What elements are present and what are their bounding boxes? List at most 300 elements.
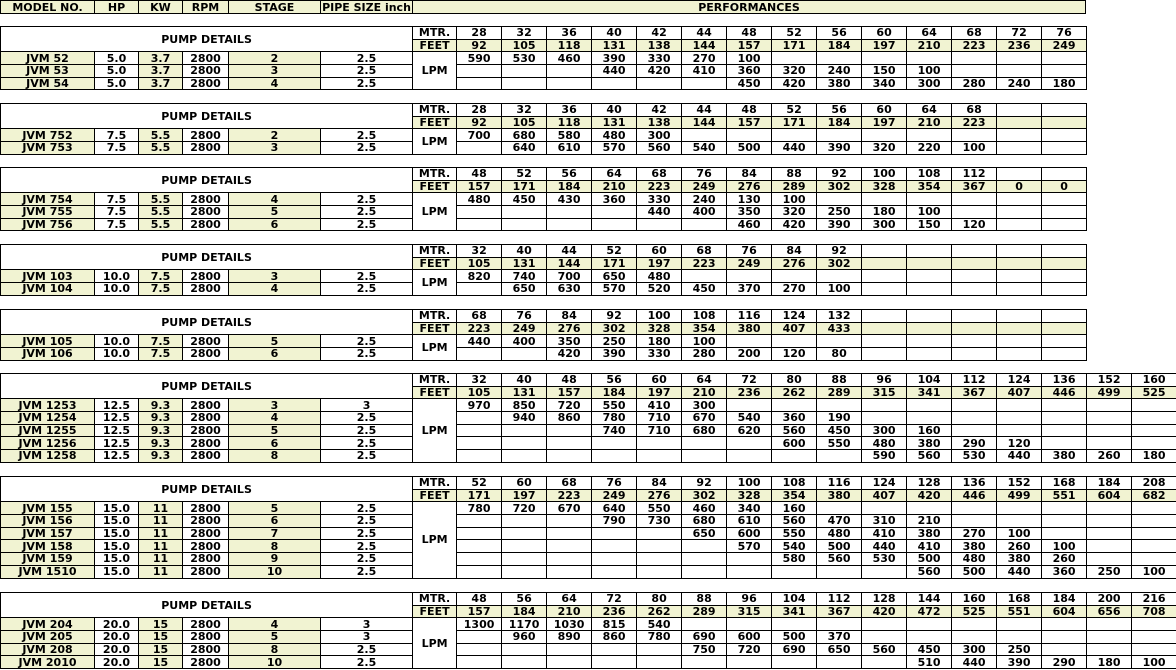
lpm-value: 250 — [997, 643, 1042, 656]
lpm-value — [952, 270, 997, 283]
mtr-value: 136 — [1042, 374, 1087, 387]
mtr-value: 28 — [457, 104, 502, 117]
feet-value — [907, 257, 952, 270]
stage-cell: 3 — [229, 142, 321, 155]
lpm-value — [817, 450, 862, 463]
table-row — [1, 65, 1087, 78]
header-rpm: RPM — [183, 1, 229, 14]
mtr-value: 60 — [502, 477, 547, 490]
table-row — [1, 643, 1176, 656]
lpm-value — [457, 450, 502, 463]
mtr-value: 44 — [547, 245, 592, 258]
lpm-value — [1132, 618, 1176, 631]
lpm-value: 570 — [592, 142, 637, 155]
lpm-value: 470 — [817, 515, 862, 528]
hp-cell: 15.0 — [95, 540, 139, 553]
kw-cell: 9.3 — [139, 437, 183, 450]
lpm-value: 960 — [502, 631, 547, 644]
lpm-value — [1042, 631, 1087, 644]
lpm-value — [637, 656, 682, 669]
kw-cell: 15 — [139, 656, 183, 669]
table-row — [1, 399, 1176, 412]
lpm-value: 380 — [952, 540, 997, 553]
lpm-value: 120 — [772, 348, 817, 361]
lpm-value: 815 — [592, 618, 637, 631]
mtr-value: 56 — [817, 104, 862, 117]
lpm-value — [1042, 52, 1087, 65]
lpm-value — [997, 142, 1042, 155]
lpm-label: LPM — [413, 618, 457, 669]
lpm-value — [502, 553, 547, 566]
feet-value: 223 — [952, 116, 997, 129]
feet-value: 105 — [502, 116, 547, 129]
mtr-value: 44 — [682, 27, 727, 40]
rpm-cell: 2800 — [183, 77, 229, 90]
lpm-value: 270 — [682, 52, 727, 65]
lpm-value — [1042, 218, 1087, 231]
lpm-value: 440 — [862, 540, 907, 553]
mtr-label: MTR. — [413, 593, 457, 606]
feet-value — [862, 322, 907, 335]
stage-cell: 6 — [229, 437, 321, 450]
lpm-value: 690 — [682, 631, 727, 644]
lpm-value — [907, 348, 952, 361]
lpm-label: LPM — [413, 399, 457, 462]
rpm-cell: 2800 — [183, 540, 229, 553]
feet-value: 184 — [817, 39, 862, 52]
lpm-label: LPM — [413, 52, 457, 90]
rpm-cell: 2800 — [183, 283, 229, 296]
lpm-value: 680 — [682, 515, 727, 528]
hp-cell: 12.5 — [95, 437, 139, 450]
feet-label: FEET — [413, 116, 457, 129]
lpm-value — [592, 437, 637, 450]
model-cell: JVM 204 — [1, 618, 95, 631]
feet-value: 223 — [682, 257, 727, 270]
lpm-value: 80 — [817, 348, 862, 361]
lpm-value: 570 — [592, 283, 637, 296]
lpm-value: 650 — [502, 283, 547, 296]
mtr-value: 84 — [727, 168, 772, 181]
lpm-value: 360 — [1042, 565, 1087, 578]
feet-value: 367 — [952, 180, 997, 193]
stage-cell: 5 — [229, 631, 321, 644]
feet-value: 144 — [682, 39, 727, 52]
table-row — [1, 77, 1087, 90]
hp-cell: 5.0 — [95, 52, 139, 65]
lpm-value: 740 — [502, 270, 547, 283]
stage-cell: 2 — [229, 129, 321, 142]
mtr-value: 68 — [682, 245, 727, 258]
mtr-value: 32 — [502, 27, 547, 40]
mtr-value: 144 — [907, 593, 952, 606]
lpm-value — [1132, 424, 1176, 437]
lpm-value — [997, 631, 1042, 644]
kw-cell: 11 — [139, 527, 183, 540]
lpm-label: LPM — [413, 335, 457, 360]
stage-cell: 8 — [229, 540, 321, 553]
lpm-value — [547, 643, 592, 656]
feet-value: 302 — [682, 489, 727, 502]
stage-cell: 5 — [229, 206, 321, 219]
lpm-value: 450 — [727, 77, 772, 90]
lpm-value — [502, 565, 547, 578]
lpm-value: 550 — [772, 527, 817, 540]
lpm-value: 240 — [997, 77, 1042, 90]
lpm-value: 350 — [727, 206, 772, 219]
lpm-value — [727, 618, 772, 631]
kw-cell: 9.3 — [139, 412, 183, 425]
mtr-value: 112 — [952, 168, 997, 181]
lpm-value: 610 — [727, 515, 772, 528]
lpm-value: 650 — [682, 527, 727, 540]
lpm-value: 780 — [637, 631, 682, 644]
lpm-value — [457, 77, 502, 90]
pipe-cell: 2.5 — [321, 77, 413, 90]
feet-value: 407 — [997, 386, 1042, 399]
lpm-value: 560 — [907, 565, 952, 578]
model-cell: JVM 106 — [1, 348, 95, 361]
mtr-value: 84 — [547, 310, 592, 323]
lpm-value — [502, 65, 547, 78]
feet-value: 184 — [592, 386, 637, 399]
mtr-value — [1042, 245, 1087, 258]
lpm-value: 290 — [1042, 656, 1087, 669]
model-cell: JVM 53 — [1, 65, 95, 78]
lpm-value — [1132, 643, 1176, 656]
kw-cell: 7.5 — [139, 335, 183, 348]
lpm-value — [502, 540, 547, 553]
lpm-value — [502, 437, 547, 450]
lpm-value — [952, 424, 997, 437]
mtr-value: 200 — [1087, 593, 1132, 606]
lpm-value: 410 — [907, 540, 952, 553]
lpm-value — [1042, 424, 1087, 437]
lpm-value — [637, 450, 682, 463]
lpm-value — [862, 129, 907, 142]
kw-cell: 11 — [139, 540, 183, 553]
lpm-value — [952, 515, 997, 528]
lpm-value — [547, 565, 592, 578]
lpm-value: 390 — [997, 656, 1042, 669]
feet-value: 656 — [1087, 605, 1132, 618]
lpm-value: 180 — [1087, 656, 1132, 669]
feet-value: 171 — [772, 116, 817, 129]
feet-value: 223 — [457, 322, 502, 335]
feet-value: 171 — [592, 257, 637, 270]
stage-cell: 9 — [229, 553, 321, 566]
mtr-value: 64 — [907, 27, 952, 40]
lpm-value: 330 — [637, 348, 682, 361]
lpm-value: 1170 — [502, 618, 547, 631]
lpm-value — [817, 52, 862, 65]
mtr-value: 76 — [682, 168, 727, 181]
feet-value — [997, 257, 1042, 270]
mtr-value: 116 — [817, 477, 862, 490]
lpm-value — [772, 52, 817, 65]
feet-value: 472 — [907, 605, 952, 618]
feet-value: 144 — [547, 257, 592, 270]
table-row — [1, 424, 1176, 437]
mtr-value: 56 — [502, 593, 547, 606]
lpm-value — [592, 540, 637, 553]
lpm-value — [682, 618, 727, 631]
lpm-value — [1042, 348, 1087, 361]
stage-cell: 6 — [229, 218, 321, 231]
lpm-value: 150 — [862, 65, 907, 78]
mtr-value: 60 — [862, 104, 907, 117]
kw-cell: 3.7 — [139, 52, 183, 65]
mtr-value: 56 — [547, 168, 592, 181]
lpm-value: 860 — [592, 631, 637, 644]
lpm-value: 300 — [952, 643, 997, 656]
lpm-value: 350 — [547, 335, 592, 348]
model-cell: JVM 2010 — [1, 656, 95, 669]
lpm-value: 100 — [772, 193, 817, 206]
kw-cell: 9.3 — [139, 424, 183, 437]
lpm-value — [682, 218, 727, 231]
pipe-cell: 2.5 — [321, 643, 413, 656]
mtr-value: 48 — [547, 374, 592, 387]
header-stage: STAGE — [229, 1, 321, 14]
lpm-value — [592, 553, 637, 566]
kw-cell: 9.3 — [139, 450, 183, 463]
lpm-value — [727, 437, 772, 450]
lpm-value — [817, 335, 862, 348]
model-cell: JVM 754 — [1, 193, 95, 206]
lpm-value: 500 — [952, 565, 997, 578]
mtr-value: 136 — [952, 477, 997, 490]
lpm-value — [772, 129, 817, 142]
pump-group-table — [0, 26, 1087, 90]
feet-value: 249 — [592, 489, 637, 502]
lpm-value: 300 — [862, 218, 907, 231]
lpm-value: 460 — [682, 502, 727, 515]
lpm-value — [637, 553, 682, 566]
lpm-value: 680 — [502, 129, 547, 142]
lpm-value: 620 — [727, 424, 772, 437]
mtr-value: 72 — [592, 593, 637, 606]
kw-cell: 3.7 — [139, 77, 183, 90]
lpm-value: 100 — [1132, 565, 1176, 578]
lpm-value — [592, 206, 637, 219]
feet-value: 446 — [1042, 386, 1087, 399]
pipe-cell: 2.5 — [321, 553, 413, 566]
pump-group-table — [0, 167, 1087, 231]
lpm-value — [907, 412, 952, 425]
lpm-value — [817, 565, 862, 578]
lpm-value — [952, 129, 997, 142]
lpm-value: 440 — [997, 565, 1042, 578]
feet-value: 184 — [817, 116, 862, 129]
table-row — [1, 527, 1176, 540]
lpm-value — [457, 65, 502, 78]
mtr-value: 32 — [457, 374, 502, 387]
rpm-cell: 2800 — [183, 515, 229, 528]
lpm-value — [682, 565, 727, 578]
lpm-value: 750 — [682, 643, 727, 656]
mtr-value: 108 — [682, 310, 727, 323]
mtr-value: 96 — [862, 374, 907, 387]
mtr-value: 100 — [862, 168, 907, 181]
mtr-value: 76 — [1042, 27, 1087, 40]
lpm-value: 300 — [682, 399, 727, 412]
mtr-label: MTR. — [413, 477, 457, 490]
feet-value: 499 — [997, 489, 1042, 502]
feet-value: 131 — [592, 39, 637, 52]
lpm-value — [997, 270, 1042, 283]
stage-cell: 5 — [229, 335, 321, 348]
feet-value: 197 — [502, 489, 547, 502]
lpm-value — [682, 450, 727, 463]
rpm-cell: 2800 — [183, 399, 229, 412]
lpm-value — [547, 527, 592, 540]
lpm-value: 570 — [727, 540, 772, 553]
lpm-value: 480 — [637, 270, 682, 283]
model-cell: JVM 156 — [1, 515, 95, 528]
pipe-cell: 2.5 — [321, 335, 413, 348]
lpm-value — [457, 412, 502, 425]
lpm-value — [502, 424, 547, 437]
lpm-value: 780 — [457, 502, 502, 515]
stage-cell: 5 — [229, 502, 321, 515]
lpm-value: 460 — [547, 52, 592, 65]
table-row — [1, 412, 1176, 425]
kw-cell: 15 — [139, 631, 183, 644]
feet-value — [952, 322, 997, 335]
feet-value: 604 — [1042, 605, 1087, 618]
lpm-value — [1042, 129, 1087, 142]
model-cell: JVM 755 — [1, 206, 95, 219]
feet-value: 341 — [907, 386, 952, 399]
lpm-value — [457, 283, 502, 296]
feet-label: FEET — [413, 322, 457, 335]
lpm-value — [502, 515, 547, 528]
lpm-value — [817, 399, 862, 412]
lpm-value — [907, 129, 952, 142]
lpm-value: 100 — [907, 65, 952, 78]
lpm-value: 160 — [907, 424, 952, 437]
lpm-value — [637, 77, 682, 90]
mtr-value: 28 — [457, 27, 502, 40]
lpm-value — [727, 565, 772, 578]
lpm-value — [997, 515, 1042, 528]
lpm-value: 320 — [772, 206, 817, 219]
lpm-value — [547, 77, 592, 90]
lpm-value: 330 — [637, 52, 682, 65]
mtr-value: 84 — [772, 245, 817, 258]
rpm-cell: 2800 — [183, 348, 229, 361]
feet-value: 131 — [592, 116, 637, 129]
lpm-value — [592, 656, 637, 669]
lpm-value — [457, 515, 502, 528]
feet-value: 131 — [502, 257, 547, 270]
feet-value: 249 — [727, 257, 772, 270]
mtr-value: 92 — [592, 310, 637, 323]
lpm-value: 380 — [1042, 450, 1087, 463]
pipe-cell: 2.5 — [321, 527, 413, 540]
lpm-value: 550 — [592, 399, 637, 412]
lpm-value — [862, 335, 907, 348]
lpm-value: 550 — [817, 437, 862, 450]
table-row — [1, 502, 1176, 515]
lpm-value — [862, 618, 907, 631]
mtr-value: 88 — [682, 593, 727, 606]
pipe-cell: 2.5 — [321, 437, 413, 450]
lpm-value — [1042, 206, 1087, 219]
stage-cell: 7 — [229, 527, 321, 540]
lpm-value — [682, 553, 727, 566]
model-cell: JVM 155 — [1, 502, 95, 515]
lpm-value: 560 — [862, 643, 907, 656]
model-cell: JVM 52 — [1, 52, 95, 65]
feet-label: FEET — [413, 386, 457, 399]
lpm-value: 270 — [772, 283, 817, 296]
lpm-value — [1132, 502, 1176, 515]
mtr-value: 108 — [772, 477, 817, 490]
lpm-value: 500 — [727, 142, 772, 155]
rpm-cell: 2800 — [183, 193, 229, 206]
feet-value: 138 — [637, 116, 682, 129]
mtr-value: 52 — [592, 245, 637, 258]
lpm-value — [772, 656, 817, 669]
feet-value: 407 — [772, 322, 817, 335]
mtr-value: 208 — [1132, 477, 1176, 490]
feet-label: FEET — [413, 489, 457, 502]
lpm-value — [1087, 437, 1132, 450]
kw-cell: 11 — [139, 515, 183, 528]
kw-cell: 9.3 — [139, 399, 183, 412]
mtr-value: 184 — [1087, 477, 1132, 490]
lpm-value — [1087, 515, 1132, 528]
lpm-value — [862, 283, 907, 296]
mtr-value — [907, 310, 952, 323]
lpm-value — [997, 206, 1042, 219]
lpm-value: 440 — [997, 450, 1042, 463]
mtr-value: 68 — [952, 104, 997, 117]
model-cell: JVM 1510 — [1, 565, 95, 578]
rpm-cell: 2800 — [183, 631, 229, 644]
model-cell: JVM 157 — [1, 527, 95, 540]
mtr-value: 160 — [952, 593, 997, 606]
stage-cell: 4 — [229, 412, 321, 425]
lpm-value — [907, 52, 952, 65]
mtr-value — [952, 245, 997, 258]
table-row — [1, 565, 1176, 578]
lpm-value — [727, 129, 772, 142]
hp-cell: 7.5 — [95, 206, 139, 219]
pump-group-table — [0, 244, 1087, 296]
lpm-value: 420 — [772, 77, 817, 90]
mtr-value — [862, 310, 907, 323]
feet-value: 131 — [502, 386, 547, 399]
lpm-value — [1087, 618, 1132, 631]
rpm-cell: 2800 — [183, 450, 229, 463]
lpm-value — [547, 553, 592, 566]
pump-group-table — [0, 309, 1087, 361]
lpm-value — [862, 348, 907, 361]
lpm-value — [637, 437, 682, 450]
lpm-value: 100 — [1042, 540, 1087, 553]
lpm-value: 530 — [862, 553, 907, 566]
table-row — [1, 129, 1087, 142]
mtr-value: 92 — [682, 477, 727, 490]
feet-value: 0 — [997, 180, 1042, 193]
rpm-cell: 2800 — [183, 65, 229, 78]
lpm-value: 410 — [637, 399, 682, 412]
lpm-value — [457, 553, 502, 566]
lpm-value: 100 — [907, 206, 952, 219]
